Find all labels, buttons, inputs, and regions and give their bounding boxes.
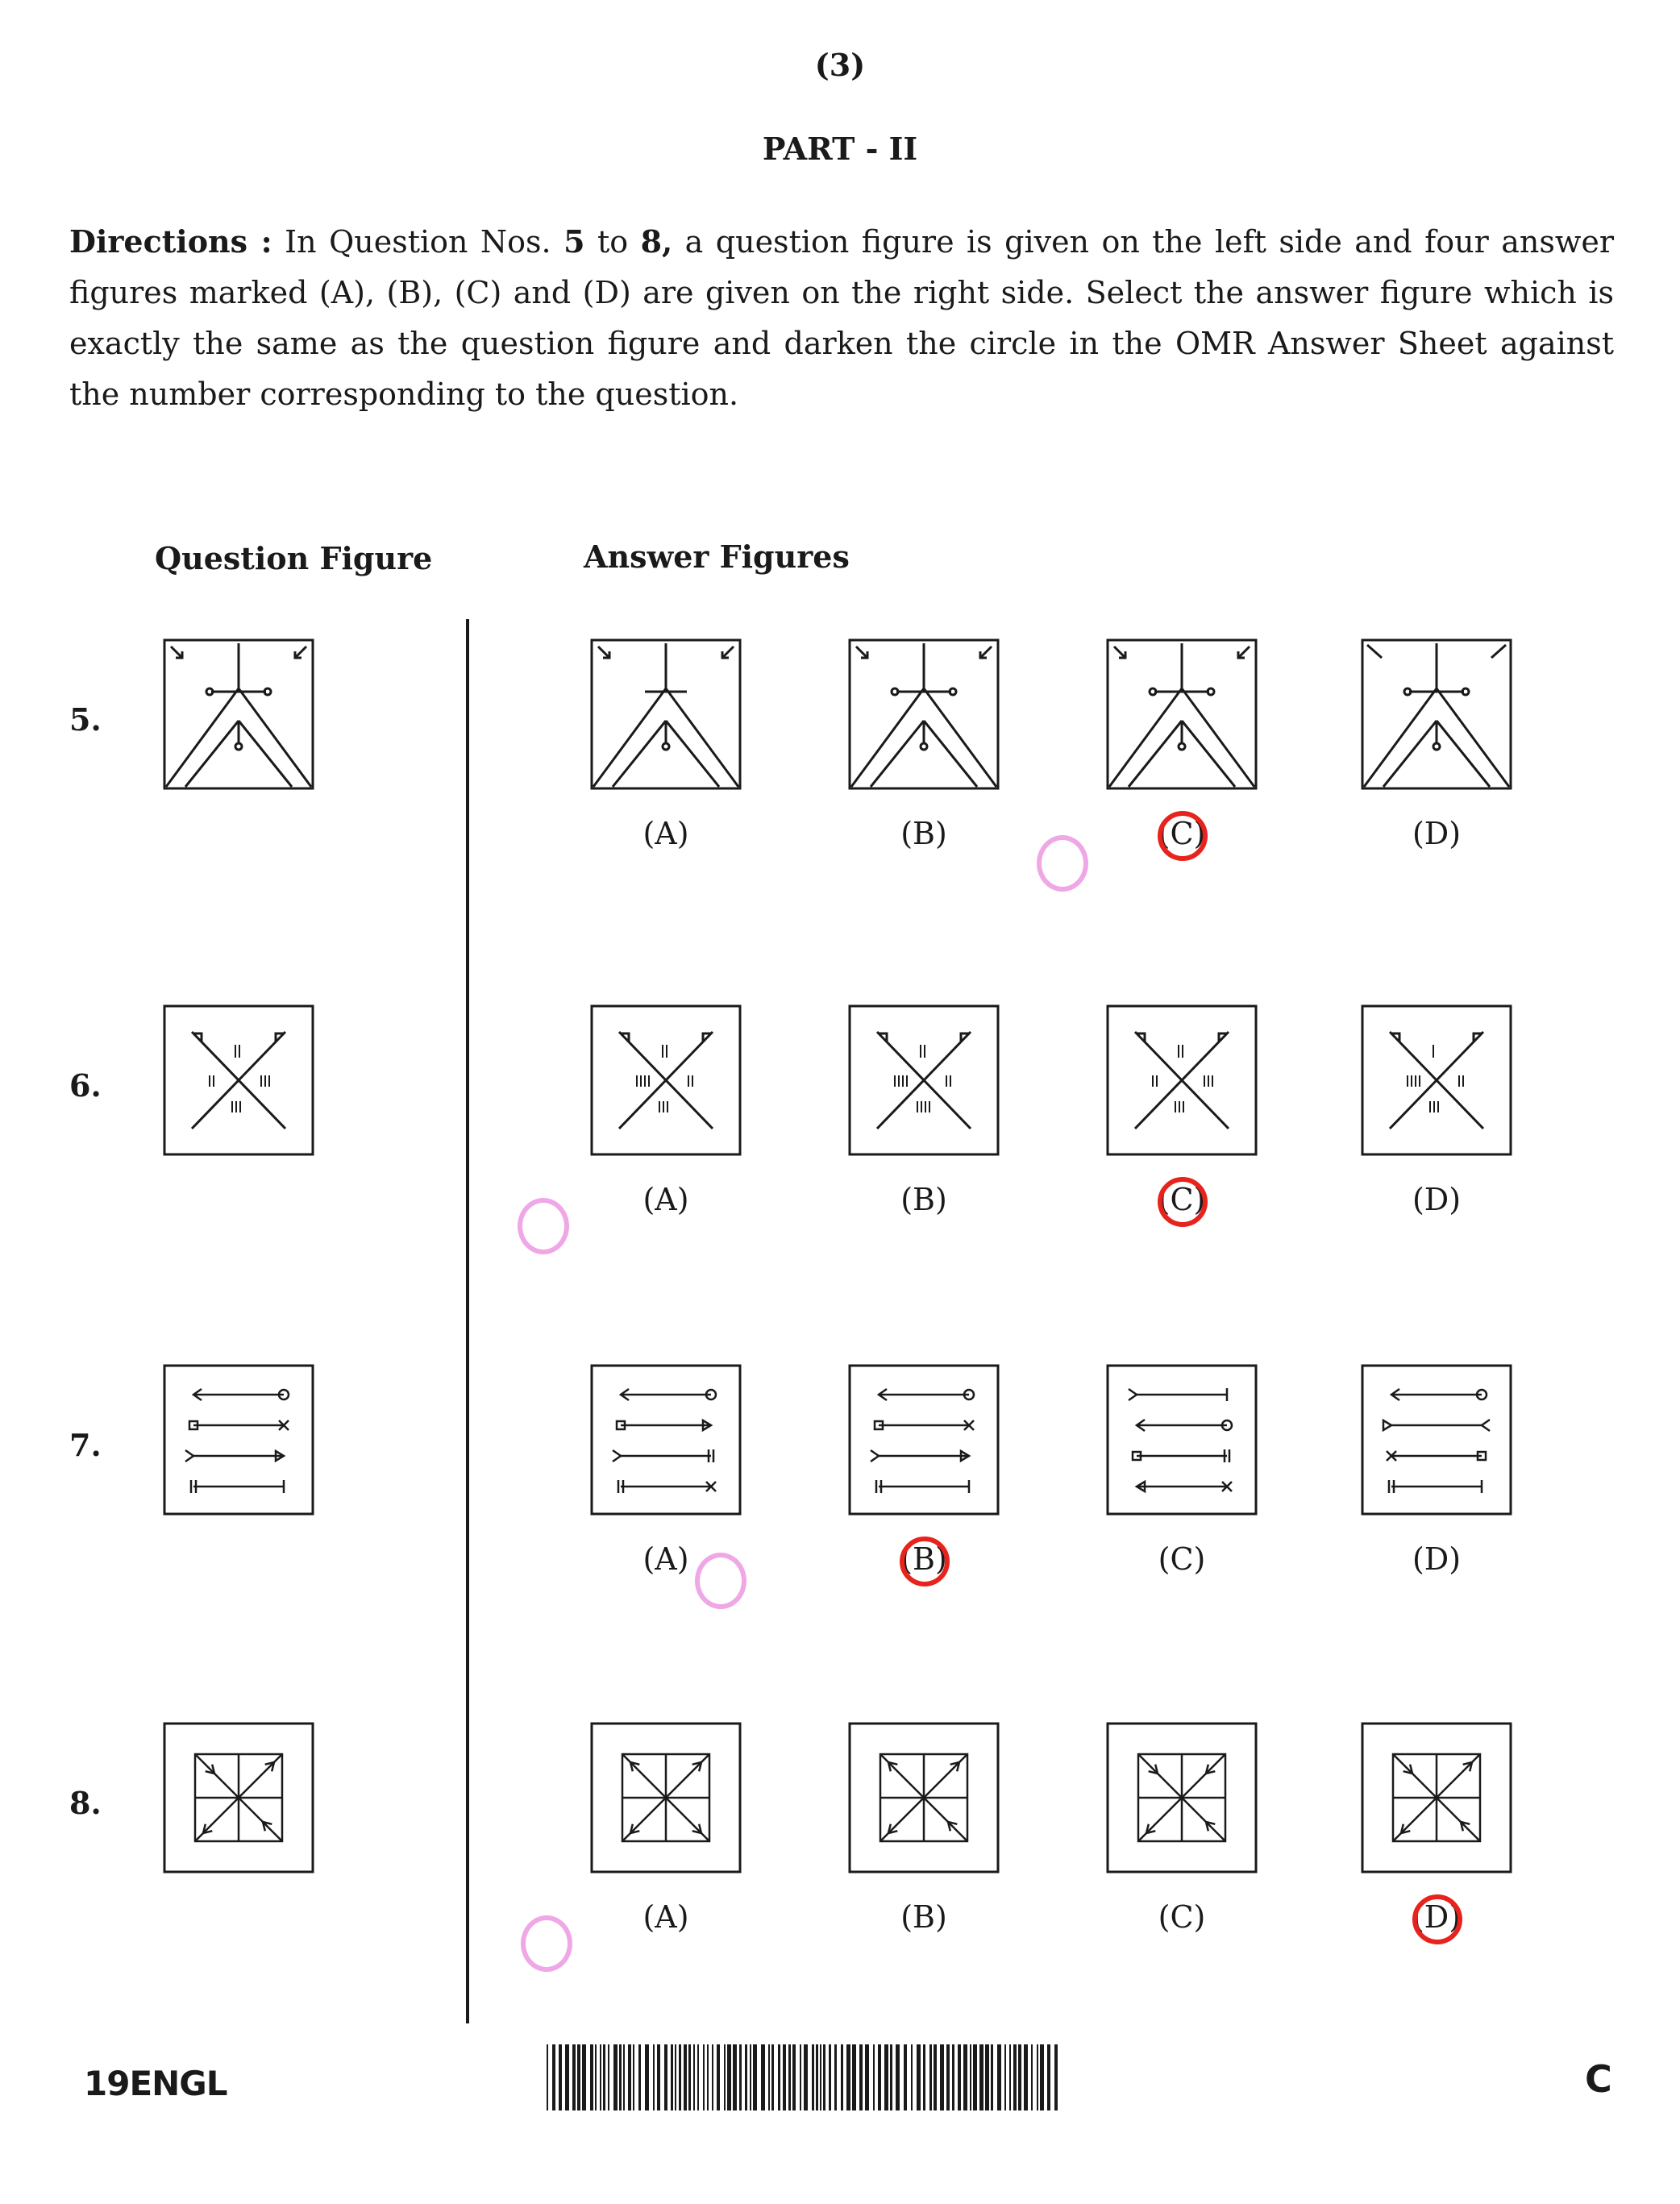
option-label-c[interactable]: (C) — [1158, 1182, 1206, 1217]
set-code: C — [1585, 2057, 1612, 2101]
paper-code: 19ENGL — [84, 2064, 227, 2103]
answer-figure-b — [846, 1720, 1001, 1882]
answer-figure-d — [1359, 1003, 1514, 1164]
question-number: 5. — [69, 701, 102, 738]
question-number: 6. — [69, 1067, 102, 1104]
page-number: (3) — [814, 47, 866, 83]
answer-figure-b — [846, 1003, 1001, 1164]
marked-answer-circle — [900, 1537, 950, 1586]
answer-figures-header: Answer Figures — [584, 539, 850, 575]
option-label-c[interactable]: (C) — [1158, 1541, 1206, 1577]
option-label-c[interactable]: (C) — [1158, 1899, 1206, 1935]
option-label-b[interactable]: (B) — [900, 816, 947, 851]
question-figure — [161, 637, 316, 798]
option-label-d[interactable]: (D) — [1412, 1182, 1462, 1217]
option-label-a[interactable]: (A) — [642, 1541, 689, 1577]
option-label-c[interactable]: (C) — [1158, 816, 1206, 851]
answer-figure-d — [1359, 637, 1514, 798]
directions-label: Directions : — [69, 223, 272, 260]
faint-mark — [521, 1915, 572, 1972]
answer-figure-a — [588, 637, 743, 798]
option-label-d[interactable]: (D) — [1412, 1541, 1462, 1577]
question-figure — [161, 1362, 316, 1524]
marked-answer-circle — [1412, 1894, 1462, 1944]
option-label-d[interactable]: (D) — [1412, 816, 1462, 851]
answer-figure-a — [588, 1003, 743, 1164]
part-title: PART - II — [762, 131, 918, 167]
option-label-d[interactable]: (D) — [1412, 1899, 1462, 1935]
answer-figure-a — [588, 1362, 743, 1524]
answer-figure-c — [1104, 1720, 1259, 1882]
answer-figure-c — [1104, 1362, 1259, 1524]
faint-mark — [695, 1553, 746, 1609]
question-figure — [161, 1720, 316, 1882]
answer-figure-d — [1359, 1720, 1514, 1882]
faint-mark — [518, 1198, 569, 1254]
question-number: 7. — [69, 1427, 102, 1463]
answer-figure-b — [846, 1362, 1001, 1524]
marked-answer-circle — [1158, 811, 1208, 861]
answer-figure-c — [1104, 1003, 1259, 1164]
answer-figure-b — [846, 637, 1001, 798]
answer-figure-a — [588, 1720, 743, 1882]
directions-text: Directions : In Question Nos. 5 to 8, a question figure is given on the left side and four answer figures marked (A), (B), (C) and (D) are given on the right side. Select the answer figure which is exactly the same as the question figure and darken the circle in the OMR Answer Sheet against the number corresponding to the question. — [69, 223, 1614, 412]
option-label-a[interactable]: (A) — [642, 1899, 689, 1935]
option-label-a[interactable]: (A) — [642, 816, 689, 851]
column-divider — [466, 619, 469, 2023]
option-label-b[interactable]: (B) — [900, 1182, 947, 1217]
option-label-b[interactable]: (B) — [900, 1899, 947, 1935]
answer-figure-d — [1359, 1362, 1514, 1524]
question-figure — [161, 1003, 316, 1164]
marked-answer-circle — [1158, 1177, 1208, 1227]
option-label-a[interactable]: (A) — [642, 1182, 689, 1217]
answer-figure-c — [1104, 637, 1259, 798]
question-number: 8. — [69, 1785, 102, 1821]
option-label-b[interactable]: (B) — [900, 1541, 947, 1577]
faint-mark — [1037, 835, 1088, 892]
question-figure-header: Question Figure — [155, 540, 433, 576]
barcode — [547, 2044, 1062, 2110]
